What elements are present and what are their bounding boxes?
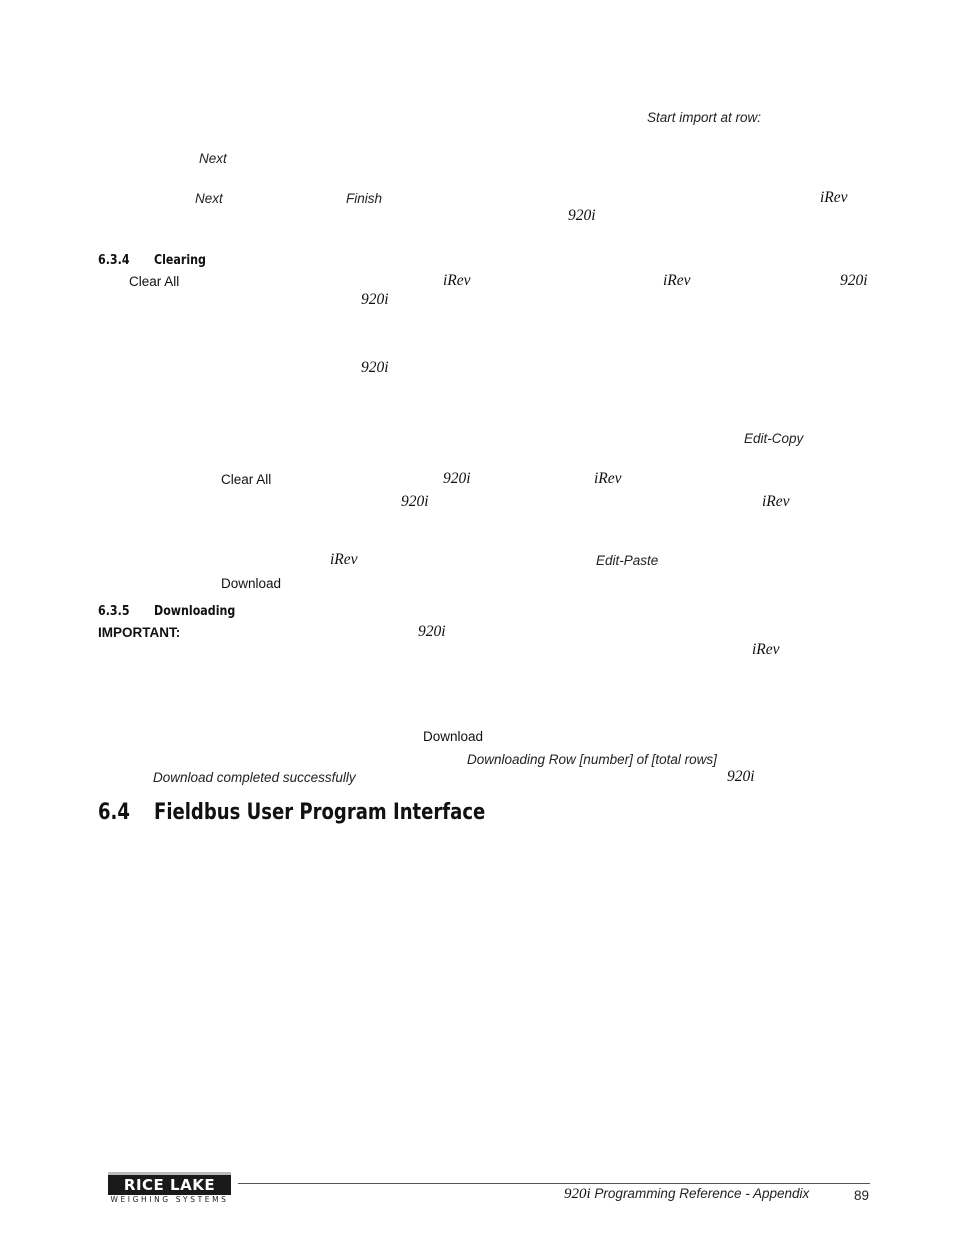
next-label: Next (195, 191, 223, 206)
next-label: Next (199, 151, 227, 166)
start-import-row-label: Start import at row: (647, 110, 762, 125)
downloading-row-status: Downloading Row [number] of [total rows] (467, 752, 717, 767)
indicator-model-name: 920i (840, 272, 868, 289)
subsection-number: 6.3.4 (98, 252, 130, 268)
clear-all-label: Clear All (221, 472, 272, 487)
indicator-model-name: 920i (361, 359, 389, 376)
subsection-title-downloading: Downloading (154, 603, 236, 619)
page-number: 89 (854, 1188, 870, 1203)
indicator-model-name: 920i (418, 623, 446, 640)
download-complete-status: Download completed successfully (153, 770, 356, 785)
indicator-model-name: 920i (361, 291, 389, 308)
irev-product-name: iRev (594, 470, 622, 487)
section-number: 6.4 (98, 800, 130, 825)
indicator-model-name: 920i (401, 493, 429, 510)
irev-product-name: iRev (820, 189, 848, 206)
footer-title-text: Programming Reference - Appendix (590, 1186, 810, 1201)
subsection-title-clearing: Clearing (154, 252, 206, 268)
footer-divider (238, 1183, 870, 1184)
irev-product-name: iRev (330, 551, 358, 568)
logo-tagline: WEIGHING SYSTEMS (110, 1195, 229, 1204)
irev-product-name: iRev (752, 641, 780, 658)
indicator-model-name: 920i (443, 470, 471, 487)
irev-product-name: iRev (663, 272, 691, 289)
finish-label: Finish (346, 191, 383, 206)
logo-wordmark: RICE LAKE (123, 1176, 216, 1194)
edit-paste-label: Edit-Paste (596, 553, 659, 568)
irev-product-name: iRev (443, 272, 471, 289)
edit-copy-label: Edit-Copy (744, 431, 804, 446)
subsection-number: 6.3.5 (98, 603, 130, 619)
footer-model: 920i (564, 1186, 591, 1202)
important-label: IMPORTANT: (98, 625, 181, 640)
irev-product-name: iRev (762, 493, 790, 510)
download-label: Download (221, 576, 282, 591)
footer-document-title (564, 1186, 809, 1203)
download-label: Download (423, 729, 484, 744)
indicator-model-name: 920i (727, 768, 755, 785)
section-title-fieldbus: Fieldbus User Program Interface (154, 800, 486, 825)
indicator-model-name: 920i (568, 207, 596, 224)
clear-all-label: Clear All (129, 274, 180, 289)
